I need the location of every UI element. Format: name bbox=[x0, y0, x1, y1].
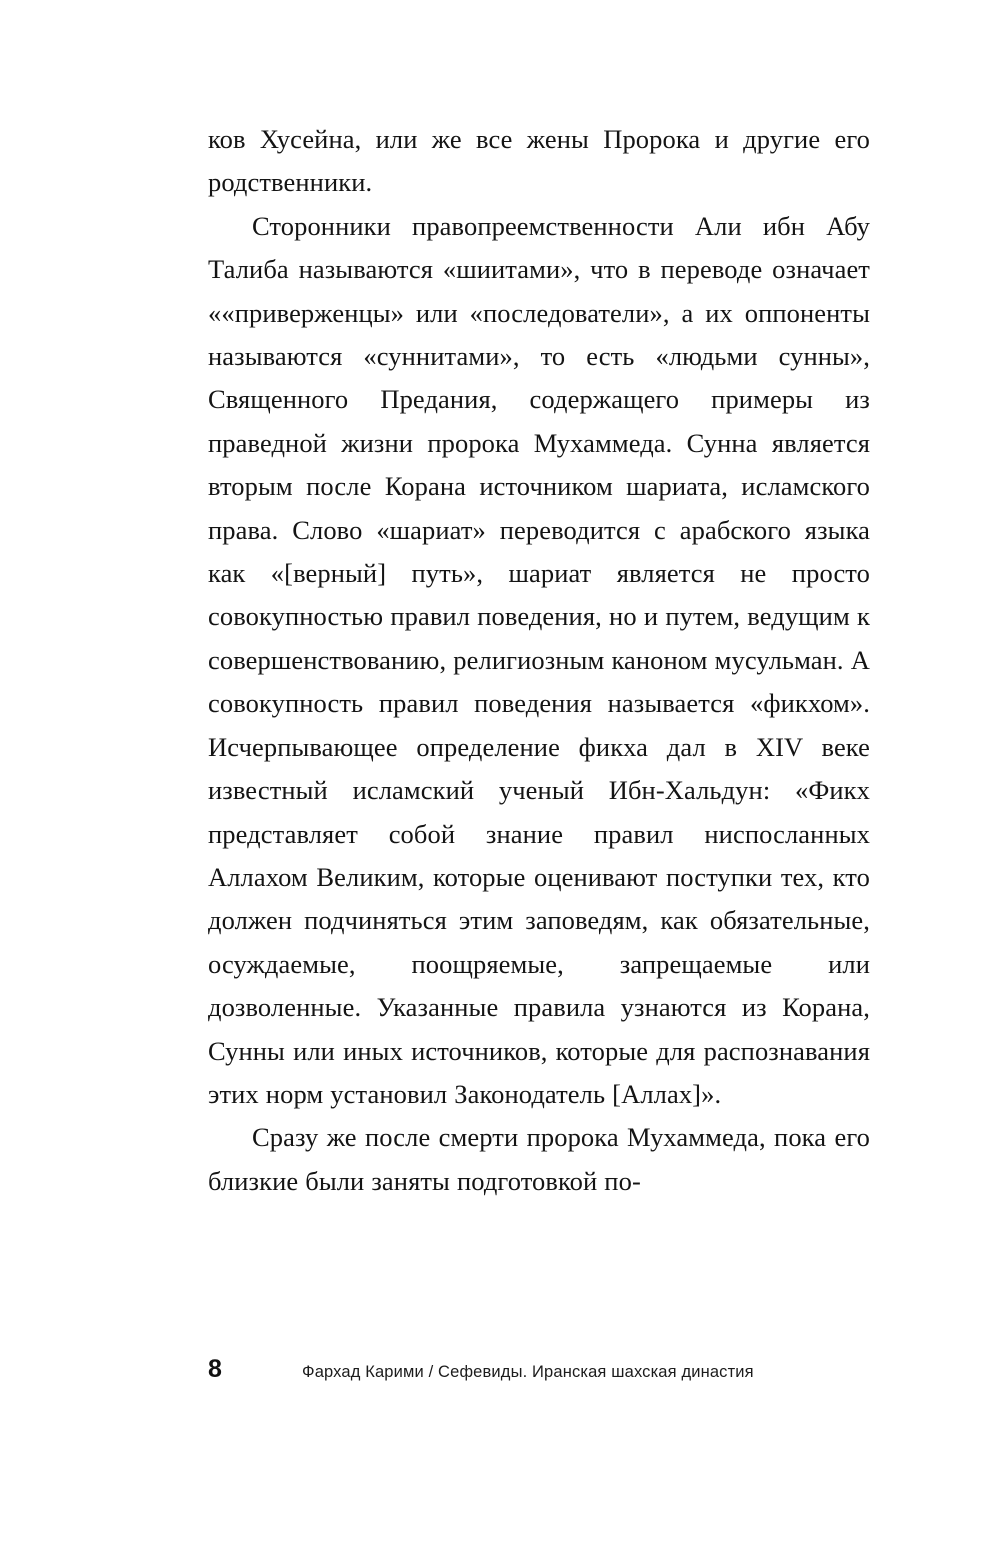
page-footer bbox=[208, 1355, 888, 1384]
page-text-block bbox=[208, 118, 870, 1203]
paragraph: Сторонники правопреемственности Али ибн Абу Талиба называются «шиитами», что в переводе означает ««приверженцы» или «последователи», а их оппоненты называются «суннитами», то есть «людьми сунны», Священного Предания, содержащего примеры из праведной жизни пророка Мухаммеда. Сунна является вторым после Корана источником шариата, исламского права. Слово «шариат» переводится с арабского языка как «[верный] путь», шариат является не просто совокупностью правил поведения, но и путем, ведущим к совершенствованию, религиозным каноном мусульман. А совокупность правил поведения называется «фикхом». Исчерпывающее определение фикха дал в XIV веке известный исламский ученый Ибн-Хальдун: «Фикх представляет собой знание правил ниспосланных Аллахом Великим, которые оценивают поступки тех, кто должен подчиняться этим заповедям, как обязательные, осуждаемые, поощряемые, запрещаемые или дозволенные. Указанные правила узнаются из Корана, Сунны или иных источников, которые для распознавания этих норм установил Законодатель [Аллах]». bbox=[208, 210, 870, 1109]
paragraph: ков Хусейна, или же все жены Пророка и другие его родственники. bbox=[208, 124, 870, 198]
paragraph: Сразу же после смерти пророка Мухаммеда, пока его близкие были заняты подготовкой по- bbox=[208, 1122, 870, 1196]
page-number: 8 bbox=[208, 1355, 222, 1383]
running-title: Фархад Карими / Сефевиды. Иранская шахская династия bbox=[302, 1363, 754, 1381]
